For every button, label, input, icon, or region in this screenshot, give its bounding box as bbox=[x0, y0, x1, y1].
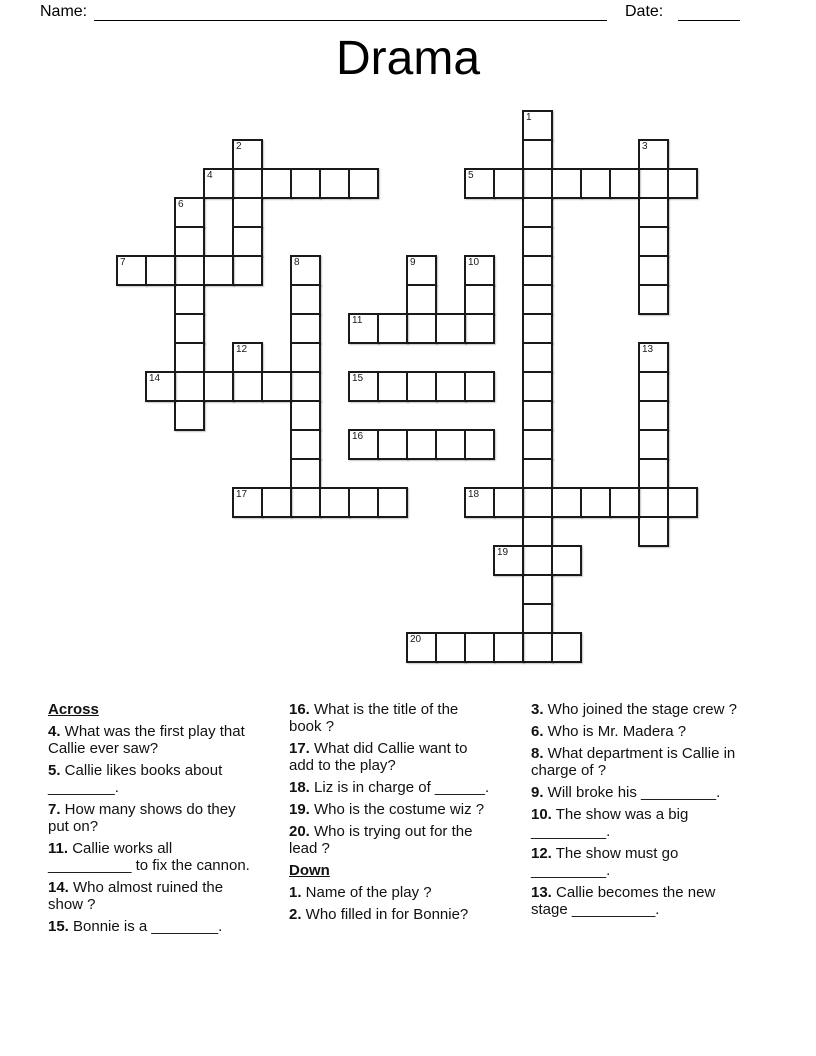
clue-item-number: 6. bbox=[531, 723, 544, 740]
grid-cell[interactable] bbox=[638, 197, 669, 228]
grid-cell-number: 17 bbox=[236, 489, 248, 500]
grid-cell[interactable] bbox=[522, 168, 553, 199]
grid-cell[interactable] bbox=[609, 487, 640, 518]
grid-cell-number: 2 bbox=[236, 141, 242, 152]
grid-cell[interactable] bbox=[638, 487, 669, 518]
clue-item-text: The show must go _________. bbox=[531, 845, 679, 879]
name-blank-line[interactable] bbox=[94, 4, 607, 21]
clue-item-text: What is the title of the book ? bbox=[289, 701, 459, 735]
grid-cell[interactable] bbox=[580, 487, 611, 518]
clue-item-text: Bonnie is a ________. bbox=[68, 918, 223, 935]
grid-cell[interactable] bbox=[203, 255, 234, 286]
grid-cell[interactable] bbox=[232, 342, 263, 373]
clue-item-number: 2. bbox=[289, 906, 302, 923]
clue-item-number: 15. bbox=[48, 918, 69, 935]
grid-cell-number: 11 bbox=[352, 315, 363, 326]
clue-item-number: 17. bbox=[289, 740, 310, 757]
clue-item-text: What did Callie want to add to the play? bbox=[289, 740, 468, 774]
date-label: Date: bbox=[625, 3, 664, 20]
page-title: Drama bbox=[335, 32, 481, 85]
grid-cell[interactable] bbox=[319, 487, 350, 518]
grid-cell[interactable] bbox=[290, 342, 321, 373]
grid-cell[interactable] bbox=[232, 168, 263, 199]
grid-cell[interactable] bbox=[290, 400, 321, 431]
grid-cell[interactable] bbox=[290, 429, 321, 460]
clue-column-3 bbox=[531, 701, 741, 923]
grid-cell[interactable] bbox=[261, 371, 292, 402]
grid-cell[interactable] bbox=[261, 487, 292, 518]
clue-section-heading-down: Down bbox=[289, 862, 330, 879]
grid-cell[interactable] bbox=[348, 487, 379, 518]
clue-item-number: 5. bbox=[48, 762, 61, 779]
grid-cell[interactable] bbox=[667, 487, 698, 518]
clue-item bbox=[289, 823, 491, 857]
grid-cell[interactable] bbox=[203, 371, 234, 402]
clue-item-number: 7. bbox=[48, 801, 61, 818]
grid-cell[interactable] bbox=[522, 255, 553, 286]
grid-cell[interactable] bbox=[435, 313, 466, 344]
grid-cell[interactable] bbox=[493, 545, 524, 576]
grid-cell[interactable] bbox=[464, 313, 495, 344]
grid-cell-number: 12 bbox=[236, 344, 248, 355]
grid-cell[interactable] bbox=[638, 458, 669, 489]
clue-item bbox=[531, 845, 741, 879]
grid-cell[interactable] bbox=[464, 371, 495, 402]
grid-cell[interactable] bbox=[348, 371, 379, 402]
grid-cell[interactable] bbox=[377, 313, 408, 344]
grid-cell[interactable] bbox=[174, 226, 205, 257]
grid-cell[interactable] bbox=[522, 197, 553, 228]
clue-item-text: Name of the play ? bbox=[301, 884, 432, 901]
grid-cell[interactable] bbox=[290, 371, 321, 402]
clue-section-heading-across: Across bbox=[48, 701, 99, 718]
clue-item-number: 10. bbox=[531, 806, 552, 823]
clue-item bbox=[48, 840, 250, 874]
grid-cell[interactable] bbox=[522, 603, 553, 634]
grid-cell-number: 5 bbox=[468, 170, 474, 181]
grid-cell[interactable] bbox=[638, 342, 669, 373]
grid-cell[interactable] bbox=[232, 255, 263, 286]
grid-cell[interactable] bbox=[551, 487, 582, 518]
grid-cell-number: 4 bbox=[207, 170, 213, 181]
clue-item bbox=[289, 801, 491, 818]
clue-item bbox=[531, 701, 741, 718]
clue-item-number: 11. bbox=[48, 840, 69, 857]
grid-cell[interactable] bbox=[174, 284, 205, 315]
grid-cell-number: 1 bbox=[526, 112, 532, 123]
clue-item-text: Callie works all __________ to fix the cannon. bbox=[48, 840, 250, 874]
crossword-grid bbox=[116, 110, 698, 663]
grid-cell[interactable] bbox=[638, 516, 669, 547]
clue-item-text: Liz is in charge of ______. bbox=[309, 779, 490, 796]
grid-cell[interactable] bbox=[348, 168, 379, 199]
grid-cell[interactable] bbox=[551, 168, 582, 199]
grid-cell[interactable] bbox=[551, 545, 582, 576]
grid-cell[interactable] bbox=[377, 429, 408, 460]
clue-item-text: Who filled in for Bonnie? bbox=[301, 906, 469, 923]
grid-cell[interactable] bbox=[145, 371, 176, 402]
grid-cell-number: 19 bbox=[497, 547, 509, 558]
clue-item-text: Callie likes books about ________. bbox=[48, 762, 223, 796]
grid-cell[interactable] bbox=[638, 400, 669, 431]
grid-cell[interactable] bbox=[435, 371, 466, 402]
grid-cell[interactable] bbox=[580, 168, 611, 199]
clue-item-number: 12. bbox=[531, 845, 552, 862]
clue-item bbox=[531, 884, 741, 918]
clue-item-number: 9. bbox=[531, 784, 544, 801]
grid-cell[interactable] bbox=[435, 429, 466, 460]
grid-cell[interactable] bbox=[348, 313, 379, 344]
grid-cell-number: 13 bbox=[642, 344, 654, 355]
grid-cell[interactable] bbox=[522, 371, 553, 402]
clue-item bbox=[48, 762, 250, 796]
grid-cell[interactable] bbox=[174, 197, 205, 228]
grid-cell-number: 3 bbox=[642, 141, 648, 152]
clue-item bbox=[48, 801, 250, 835]
grid-cell[interactable] bbox=[406, 284, 437, 315]
grid-cell[interactable] bbox=[232, 487, 263, 518]
clue-item bbox=[289, 740, 491, 774]
grid-cell[interactable] bbox=[551, 632, 582, 663]
clue-item bbox=[48, 723, 250, 757]
grid-cell-number: 20 bbox=[410, 634, 422, 645]
grid-cell[interactable] bbox=[290, 255, 321, 286]
grid-cell-number: 6 bbox=[178, 199, 184, 210]
clue-item-text: Callie becomes the new stage __________. bbox=[531, 884, 716, 918]
grid-cell[interactable] bbox=[435, 632, 466, 663]
grid-cell[interactable] bbox=[522, 632, 553, 663]
grid-cell[interactable] bbox=[522, 139, 553, 170]
grid-cell-number: 8 bbox=[294, 257, 300, 268]
grid-cell[interactable] bbox=[522, 400, 553, 431]
grid-cell[interactable] bbox=[638, 429, 669, 460]
clue-item-number: 14. bbox=[48, 879, 69, 896]
grid-cell[interactable] bbox=[464, 255, 495, 286]
grid-cell-number: 15 bbox=[352, 373, 364, 384]
grid-cell[interactable] bbox=[522, 226, 553, 257]
grid-cell[interactable] bbox=[174, 313, 205, 344]
grid-cell[interactable] bbox=[174, 371, 205, 402]
grid-cell-number: 14 bbox=[149, 373, 161, 384]
clue-item-number: 16. bbox=[289, 701, 310, 718]
grid-cell[interactable] bbox=[290, 458, 321, 489]
grid-cell[interactable] bbox=[522, 429, 553, 460]
grid-cell[interactable] bbox=[464, 168, 495, 199]
grid-cell[interactable] bbox=[232, 197, 263, 228]
clue-item-number: 18. bbox=[289, 779, 310, 796]
clue-column-2 bbox=[289, 701, 491, 928]
grid-cell[interactable] bbox=[638, 371, 669, 402]
grid-cell[interactable] bbox=[145, 255, 176, 286]
grid-cell[interactable] bbox=[522, 342, 553, 373]
grid-cell[interactable] bbox=[406, 371, 437, 402]
grid-cell-number: 9 bbox=[410, 257, 416, 268]
clue-item bbox=[289, 906, 491, 923]
grid-cell[interactable] bbox=[232, 371, 263, 402]
grid-cell[interactable] bbox=[290, 284, 321, 315]
grid-cell[interactable] bbox=[290, 487, 321, 518]
grid-cell[interactable] bbox=[522, 516, 553, 547]
grid-cell[interactable] bbox=[290, 313, 321, 344]
grid-cell[interactable] bbox=[609, 168, 640, 199]
grid-cell[interactable] bbox=[522, 545, 553, 576]
grid-cell[interactable] bbox=[203, 168, 234, 199]
grid-cell[interactable] bbox=[638, 284, 669, 315]
clue-item bbox=[48, 918, 250, 935]
clue-item-number: 3. bbox=[531, 701, 544, 718]
grid-cell[interactable] bbox=[406, 429, 437, 460]
grid-cell[interactable] bbox=[522, 487, 553, 518]
grid-cell[interactable] bbox=[174, 400, 205, 431]
grid-cell[interactable] bbox=[174, 342, 205, 373]
grid-cell[interactable] bbox=[464, 284, 495, 315]
grid-cell-number: 16 bbox=[352, 431, 364, 442]
grid-cell[interactable] bbox=[638, 226, 669, 257]
clue-item-number: 20. bbox=[289, 823, 310, 840]
clue-item-text: Who is Mr. Madera ? bbox=[543, 723, 687, 740]
grid-cell[interactable] bbox=[638, 255, 669, 286]
grid-cell[interactable] bbox=[290, 168, 321, 199]
grid-cell[interactable] bbox=[522, 458, 553, 489]
grid-cell[interactable] bbox=[406, 255, 437, 286]
name-label: Name: bbox=[40, 3, 88, 20]
grid-cell[interactable] bbox=[377, 371, 408, 402]
clue-item-text: Who is the costume wiz ? bbox=[309, 801, 485, 818]
clue-item-text: The show was a big _________. bbox=[531, 806, 689, 840]
grid-cell[interactable] bbox=[406, 313, 437, 344]
date-blank-line[interactable] bbox=[678, 4, 740, 21]
clue-item-number: 1. bbox=[289, 884, 302, 901]
grid-cell[interactable] bbox=[522, 574, 553, 605]
grid-cell[interactable] bbox=[493, 168, 524, 199]
grid-cell[interactable] bbox=[522, 110, 553, 141]
grid-cell-number: 7 bbox=[120, 257, 126, 268]
grid-cell[interactable] bbox=[493, 632, 524, 663]
clue-item-text: Who almost ruined the show ? bbox=[48, 879, 224, 913]
grid-cell[interactable] bbox=[638, 168, 669, 199]
grid-cell-number: 10 bbox=[468, 257, 480, 268]
clue-item bbox=[531, 784, 741, 801]
clue-item-text: Will broke his _________. bbox=[543, 784, 721, 801]
grid-cell-number: 18 bbox=[468, 489, 480, 500]
clue-item-text: Who joined the stage crew ? bbox=[543, 701, 737, 718]
clue-item bbox=[289, 884, 491, 901]
clue-item-text: What was the first play that Callie ever saw? bbox=[48, 723, 245, 757]
grid-cell[interactable] bbox=[348, 429, 379, 460]
grid-cell[interactable] bbox=[232, 226, 263, 257]
grid-cell[interactable] bbox=[174, 255, 205, 286]
grid-cell[interactable] bbox=[522, 313, 553, 344]
clue-item-number: 19. bbox=[289, 801, 310, 818]
grid-cell[interactable] bbox=[261, 168, 292, 199]
grid-cell[interactable] bbox=[667, 168, 698, 199]
grid-cell[interactable] bbox=[319, 168, 350, 199]
clue-item-text: Who is trying out for the lead ? bbox=[289, 823, 473, 857]
clue-item-number: 4. bbox=[48, 723, 61, 740]
grid-cell[interactable] bbox=[493, 487, 524, 518]
grid-cell[interactable] bbox=[116, 255, 147, 286]
grid-cell[interactable] bbox=[406, 632, 437, 663]
clue-item bbox=[531, 723, 741, 740]
clue-item bbox=[48, 879, 250, 913]
grid-cell[interactable] bbox=[522, 284, 553, 315]
grid-cell[interactable] bbox=[464, 429, 495, 460]
clue-item bbox=[289, 701, 491, 735]
grid-cell[interactable] bbox=[464, 632, 495, 663]
clue-column-1 bbox=[48, 701, 250, 940]
clue-item bbox=[531, 806, 741, 840]
clue-item-number: 13. bbox=[531, 884, 552, 901]
clue-item bbox=[289, 779, 491, 796]
grid-cell[interactable] bbox=[377, 487, 408, 518]
clue-item-text: What department is Callie in charge of ? bbox=[531, 745, 736, 779]
grid-cell[interactable] bbox=[638, 139, 669, 170]
clue-item-number: 8. bbox=[531, 745, 544, 762]
clue-item bbox=[531, 745, 741, 779]
clue-item-text: How many shows do they put on? bbox=[48, 801, 236, 835]
grid-cell[interactable] bbox=[232, 139, 263, 170]
grid-cell[interactable] bbox=[464, 487, 495, 518]
